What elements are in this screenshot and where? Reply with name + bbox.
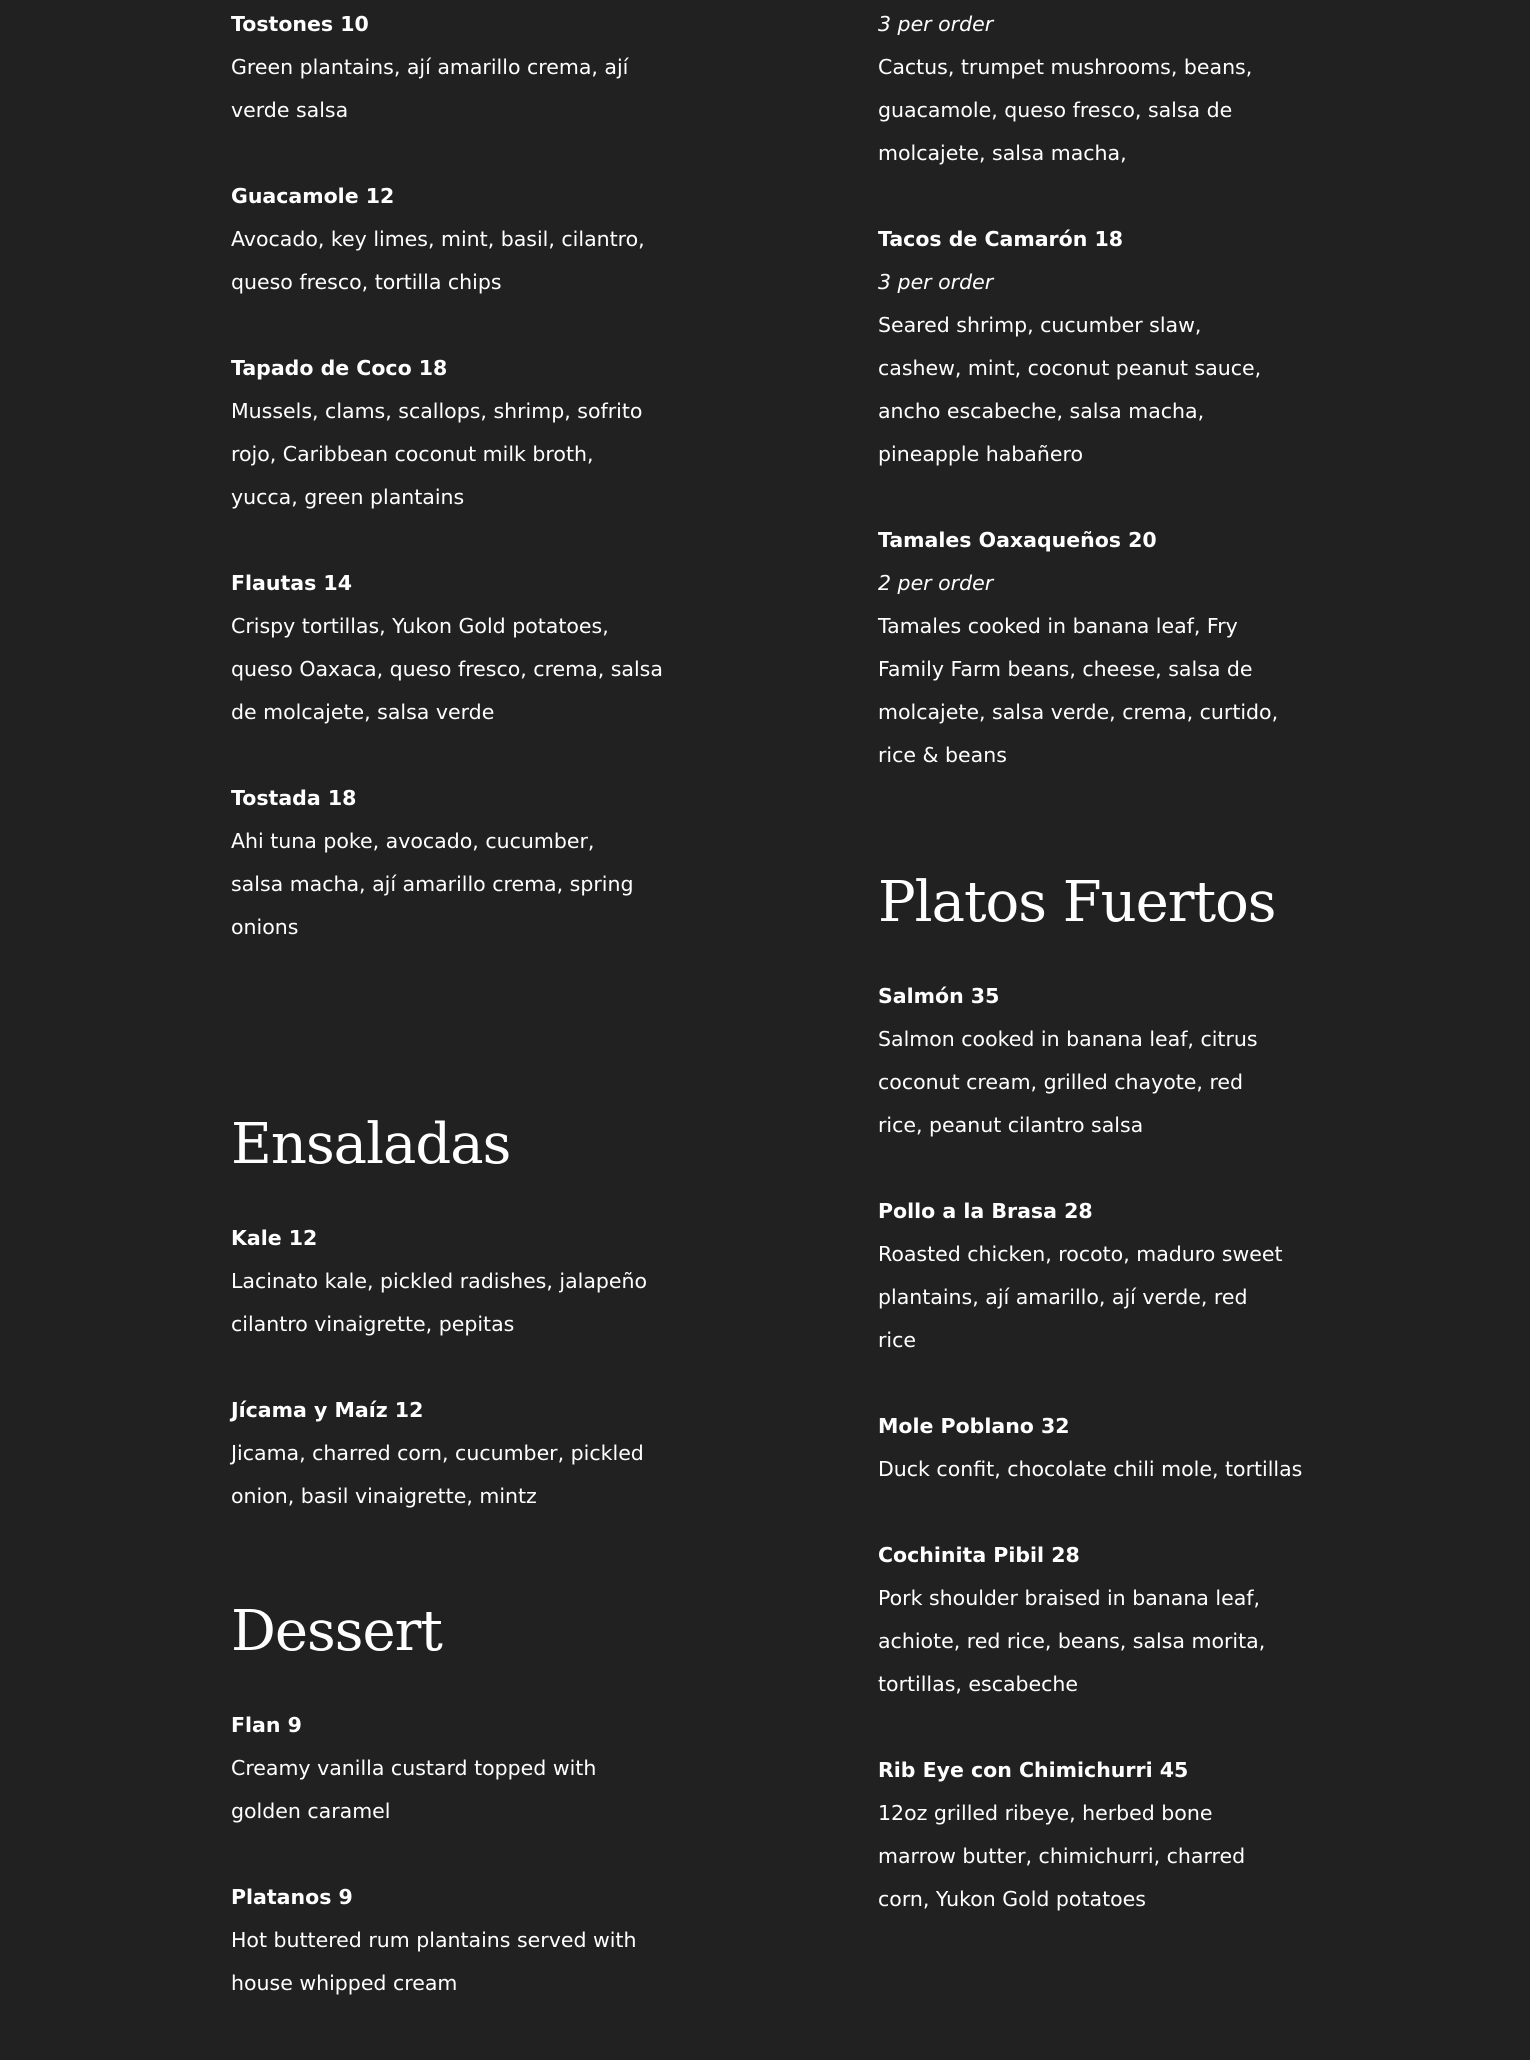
item-description: Tamales cooked in banana leaf, Fry Family Farm beans, cheese, salsa de molcajete, salsa verde, crema, curtido, rice & beans [878, 614, 1279, 767]
item-description: Green plantains, ají amarillo crema, ají verde salsa [231, 55, 629, 122]
item-description: Crispy tortillas, Yukon Gold potatoes, queso Oaxaca, queso fresco, crema, salsa de molcajete, salsa verde [231, 614, 663, 724]
item-description: 12oz grilled ribeye, herbed bone marrow butter, chimichurri, charred corn, Yukon Gold potatoes [878, 1801, 1246, 1911]
menu-item-salmon [878, 975, 1308, 1147]
item-name: Flautas 14 [231, 571, 352, 595]
left-menu-column [231, 0, 671, 2005]
menu-item-rib-eye-con-chimichurri [878, 1749, 1308, 1921]
menu-item-tostada [231, 777, 671, 949]
menu-item-kale [231, 1217, 671, 1346]
item-portion-note: 2 per order [878, 571, 994, 595]
item-name: Rib Eye con Chimichurri 45 [878, 1758, 1189, 1782]
section-title-dessert: Dessert [231, 1599, 442, 1664]
item-description: Ahi tuna poke, avocado, cucumber, salsa macha, ají amarillo crema, spring onions [231, 829, 634, 939]
menu-item-tacos-de-camaron [878, 218, 1308, 476]
item-name: Tostones 10 [231, 12, 369, 36]
menu-item-flautas [231, 562, 671, 734]
menu-item-mole-poblano [878, 1405, 1308, 1491]
menu-item-tamales-oaxaquenos [878, 519, 1308, 777]
item-description: Salmon cooked in banana leaf, citrus coconut cream, grilled chayote, red rice, peanut cilantro salsa [878, 1027, 1258, 1137]
item-portion-note: 3 per order [878, 12, 994, 36]
item-description: Seared shrimp, cucumber slaw, cashew, mint, coconut peanut sauce, ancho escabeche, salsa macha, pineapple habañero [878, 313, 1262, 466]
item-name: Cochinita Pibil 28 [878, 1543, 1080, 1567]
menu-item-guacamole [231, 175, 671, 304]
item-description: Hot buttered rum plantains served with house whipped cream [231, 1928, 637, 1995]
item-description: Cactus, trumpet mushrooms, beans, guacamole, queso fresco, salsa de molcajete, salsa macha, [878, 55, 1253, 165]
item-name: Kale 12 [231, 1226, 318, 1250]
item-name: Mole Poblano 32 [878, 1414, 1070, 1438]
item-name: Platanos 9 [231, 1885, 353, 1909]
menu-item-cochinita-pibil [878, 1534, 1308, 1706]
menu-item-pollo-a-la-brasa [878, 1190, 1308, 1362]
item-name: Salmón 35 [878, 984, 1000, 1008]
item-description: Pork shoulder braised in banana leaf, achiote, red rice, beans, salsa morita, tortillas, escabeche [878, 1586, 1266, 1696]
menu-item-tapado-de-coco [231, 347, 671, 519]
item-description: Creamy vanilla custard topped with golden caramel [231, 1756, 597, 1823]
right-menu-column [878, 0, 1308, 1921]
section-title-platos-fuertos: Platos Fuertos [878, 870, 1276, 935]
item-description: Jicama, charred corn, cucumber, pickled onion, basil vinaigrette, mintz [231, 1441, 644, 1508]
item-description: Avocado, key limes, mint, basil, cilantro, queso fresco, tortilla chips [231, 227, 645, 294]
item-name: Tamales Oaxaqueños 20 [878, 528, 1157, 552]
item-portion-note: 3 per order [878, 270, 994, 294]
menu-item-flan [231, 1704, 671, 1833]
item-name: Tacos de Camarón 18 [878, 227, 1123, 251]
item-name: Flan 9 [231, 1713, 302, 1737]
item-name: Jícama y Maíz 12 [231, 1398, 424, 1422]
item-description: Roasted chicken, rocoto, maduro sweet plantains, ají amarillo, ají verde, red rice [878, 1242, 1283, 1352]
item-description: Lacinato kale, pickled radishes, jalapeño cilantro vinaigrette, pepitas [231, 1269, 648, 1336]
item-name: Tapado de Coco 18 [231, 356, 448, 380]
menu-item-platanos [231, 1876, 671, 2005]
item-name: Guacamole 12 [231, 184, 395, 208]
menu-item-tostones [231, 3, 671, 132]
item-name: Tostada 18 [231, 786, 357, 810]
menu-item-jicama-y-maiz [231, 1389, 671, 1518]
section-title-ensaladas: Ensaladas [231, 1112, 511, 1177]
item-name: Pollo a la Brasa 28 [878, 1199, 1093, 1223]
item-description: Mussels, clams, scallops, shrimp, sofrito rojo, Caribbean coconut milk broth, yucca, green plantains [231, 399, 643, 509]
item-description: Duck confit, chocolate chili mole, tortillas [878, 1457, 1303, 1481]
menu-item-vegetable-tacos [878, 3, 1308, 175]
